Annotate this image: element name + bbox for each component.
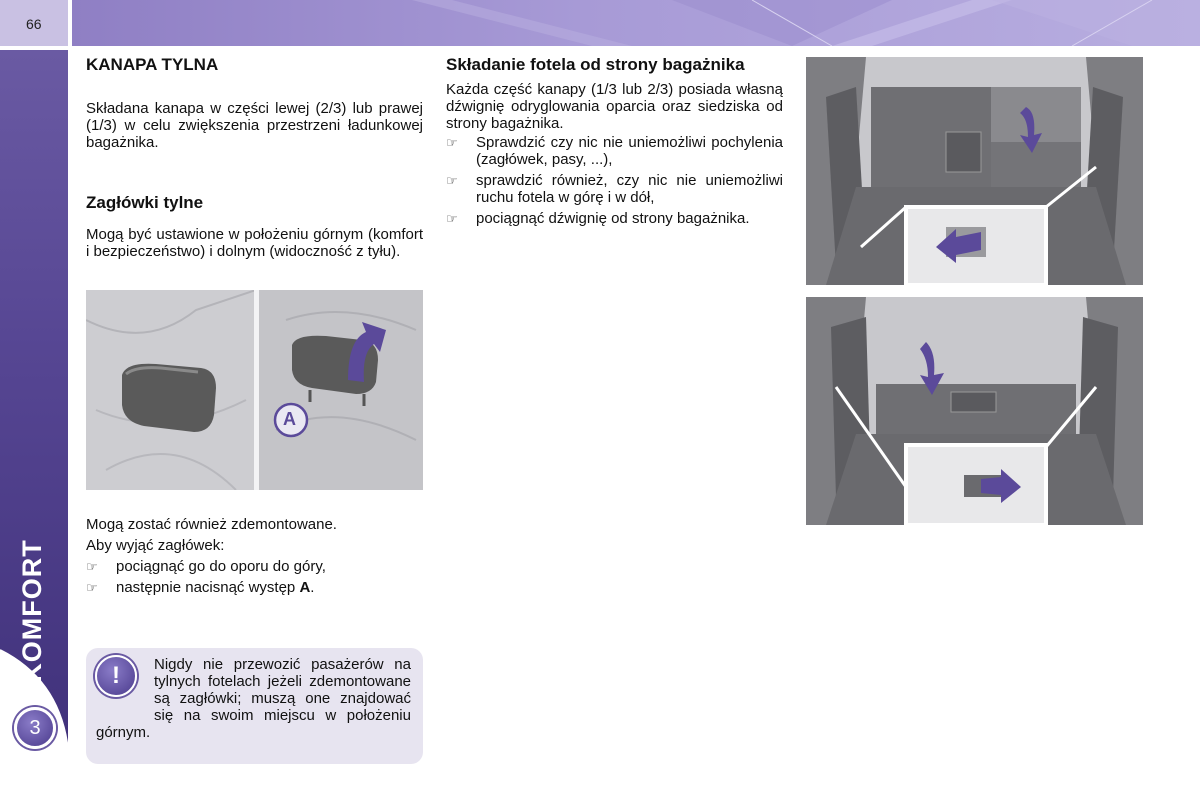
headrest-photo: [86, 290, 423, 490]
header-banner: [72, 0, 1200, 46]
trunk-illustration-bottom: [806, 297, 1143, 525]
exclamation-icon: !: [95, 655, 137, 697]
left-column: [86, 55, 423, 260]
heading-skladanie: Składanie fotela od strony bagażnika: [446, 55, 745, 74]
left-column-bottom: [86, 514, 423, 598]
heading-kanapa: KANAPA TYLNA: [86, 55, 219, 74]
pointing-hand-icon: ☞: [86, 559, 98, 574]
headrest-illustration: [86, 290, 423, 490]
right-column: [446, 55, 783, 227]
list-item: ☞ sprawdzić również, czy nic nie uniemożliwi ruchu fotela w górę i w dół,: [446, 172, 783, 206]
pointing-hand-icon: ☞: [446, 135, 458, 150]
trunk-photo-top: [806, 57, 1143, 285]
para-remove: Mogą zostać również zdemontowane.: [86, 516, 337, 533]
pointing-hand-icon: ☞: [446, 211, 458, 226]
heading-zaglowki: Zagłówki tylne: [86, 193, 204, 212]
chapter-number-badge: 3: [14, 707, 56, 749]
trunk-photo-bottom: [806, 297, 1143, 525]
banner-pattern: [72, 0, 1200, 46]
para-how: Aby wyjąć zagłówek:: [86, 537, 225, 554]
trunk-illustration-top: [806, 57, 1143, 285]
list-item: ☞ pociągnąć dźwignię od strony bagażnika.: [446, 210, 750, 227]
para-kanapa: Składana kanapa w części lewej (2/3) lub prawej (1/3) w celu zwiększenia przestrzeni ładunkowej bagażnika.: [86, 100, 423, 151]
para-skladanie: Każda część kanapy (1/3 lub 2/3) posiada własną dźwignię odryglowania oparcia oraz siedziska od strony bagażnika.: [446, 81, 783, 132]
para-zaglowki: Mogą być ustawione w położeniu górnym (komfort i bezpieczeństwo) i dolnym (widoczność z tyłu).: [86, 226, 423, 260]
list-item: ☞ pociągnąć go do oporu do góry,: [86, 558, 326, 575]
warning-text: Nigdy nie przewozić pasażerów na tylnych fotelach jeżeli zdemontowane są zagłówki; muszą one znajdować się na swoim miejscu w położeniu górnym.: [96, 656, 411, 741]
warning-note: [86, 648, 423, 764]
list-item: ☞ następnie nacisnąć występ A.: [86, 579, 315, 596]
page-number: 66: [26, 16, 42, 32]
pointing-hand-icon: ☞: [446, 173, 458, 188]
list-item: ☞ Sprawdzić czy nic nie uniemożliwi pochylenia (zagłówek, pasy, ...),: [446, 134, 783, 168]
chapter-title: KOMFORT: [17, 539, 47, 683]
pointing-hand-icon: ☞: [86, 580, 98, 595]
label-a: A: [283, 409, 296, 429]
page-number-box: [0, 0, 68, 46]
